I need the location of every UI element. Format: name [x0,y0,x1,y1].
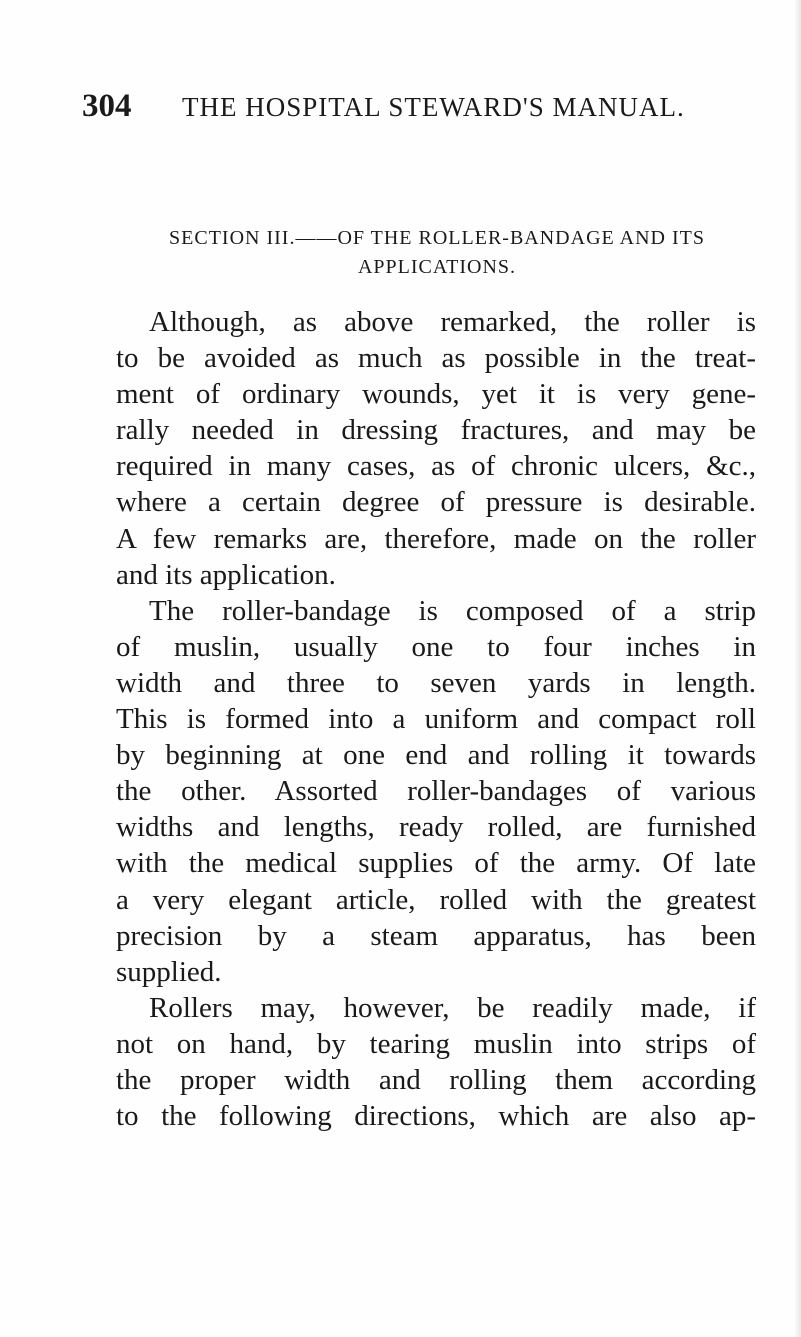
text-line-7: A few remarks are, therefore, made on the roller [116,522,756,555]
text-line-2: to be avoided as much as possible in the treat- [116,342,756,375]
text-line-23: to the following directions, which are also ap- [116,1100,756,1133]
text-line-11: width and three to seven yards in length. [116,666,756,699]
page-number: 304 [82,88,132,124]
page-edge-shadow [795,0,801,1337]
text-line-1: Although, as above remarked, the roller is [149,306,756,338]
text-line-16: with the medical supplies of the army. Of late [116,847,756,880]
text-line-19: supplied. [116,955,222,988]
text-line-9: The roller-bandage is composed of a strip [149,594,756,627]
section-heading [116,224,758,282]
text-line-4: rally needed in dressing fractures, and may be [116,414,756,447]
text-line-22: the proper width and rolling them according [116,1063,756,1096]
text-line-3: ment of ordinary wounds, yet it is very gene- [116,378,756,411]
running-head [82,86,741,130]
text-line-12: This is formed into a uniform and compact roll [116,703,756,736]
text-line-6: where a certain degree of pressure is desirable. [116,486,756,519]
text-line-15: widths and lengths, ready rolled, are furnished [116,811,756,844]
text-line-10: of muslin, usually one to four inches in [116,630,756,663]
body-text [116,304,756,1134]
section-heading-line-2: APPLICATIONS. [357,256,517,278]
text-line-17: a very elegant article, rolled with the greatest [116,883,756,916]
text-line-14: the other. Assorted roller-bandages of various [116,775,756,808]
text-line-5: required in many cases, as of chronic ulcers, &c., [116,450,756,483]
text-line-21: not on hand, by tearing muslin into strips of [116,1027,756,1060]
text-line-20: Rollers may, however, be readily made, if [149,991,756,1024]
section-heading-line-1: SECTION III.——OF THE ROLLER-BANDAGE AND ITS [169,227,705,249]
text-line-13: by beginning at one end and rolling it towards [116,739,756,772]
text-line-8: and its application. [116,558,336,591]
running-title: THE HOSPITAL STEWARD'S MANUAL. [182,92,685,122]
text-line-18: precision by a steam apparatus, has been [116,919,756,952]
